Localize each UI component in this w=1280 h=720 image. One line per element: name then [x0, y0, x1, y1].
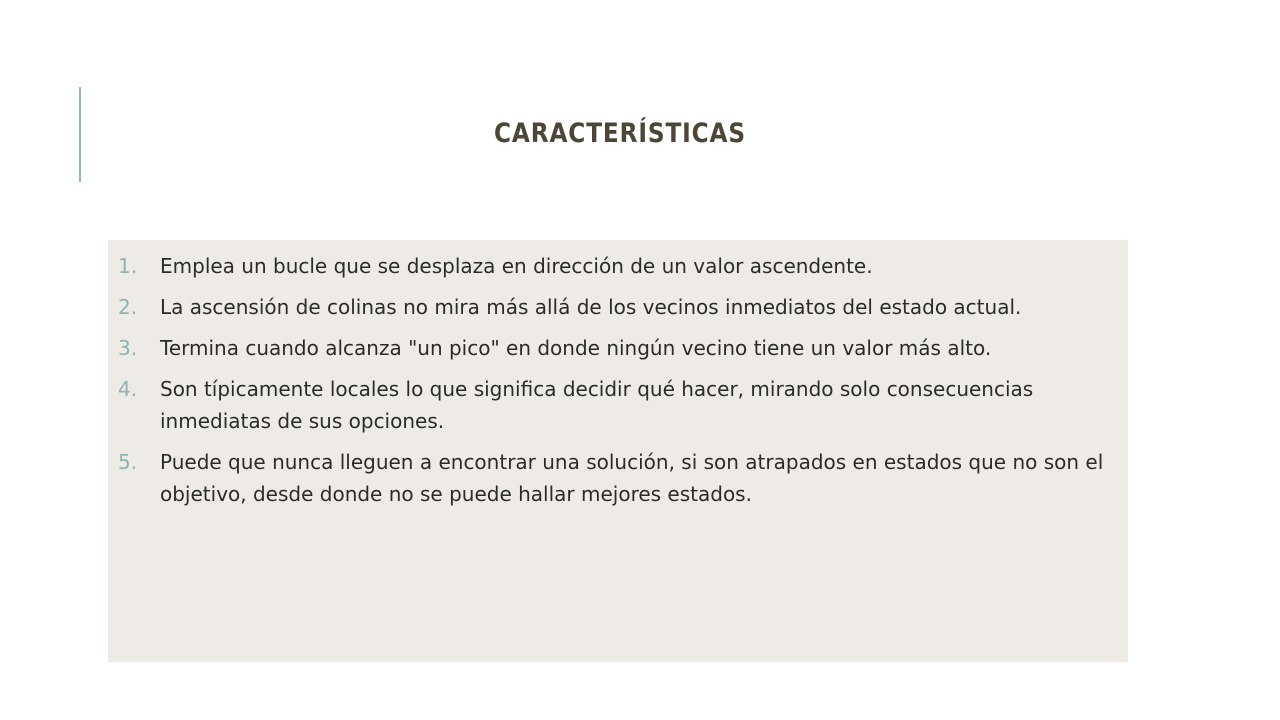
item-number: 3.: [118, 336, 138, 360]
item-number: 1.: [118, 254, 138, 278]
item-text: Puede que nunca lleguen a encontrar una solución, si son atrapados en estados que no son el objetivo, desde donde no se puede hallar mejores estados.: [160, 450, 1104, 506]
list-item: [108, 332, 1128, 364]
item-number: 4.: [118, 377, 138, 401]
item-text: Son típicamente locales lo que significa decidir qué hacer, mirando solo consecuencias inmediatas de sus opciones.: [160, 377, 1034, 433]
item-text: La ascensión de colinas no mira más allá de los vecinos inmediatos del estado actual.: [160, 295, 1022, 319]
list-item: [108, 446, 1128, 510]
list-item: [108, 291, 1128, 323]
slide-title: CARACTERÍSTICAS: [494, 118, 746, 149]
accent-line: [79, 87, 81, 182]
item-text: Emplea un bucle que se desplaza en dirección de un valor ascendente.: [160, 254, 873, 278]
item-text: Termina cuando alcanza "un pico" en donde ningún vecino tiene un valor más alto.: [160, 336, 992, 360]
item-number: 2.: [118, 295, 138, 319]
list-item: [108, 250, 1128, 282]
list-item: [108, 373, 1128, 437]
item-number: 5.: [118, 450, 138, 474]
characteristics-list: [108, 250, 1128, 519]
content-box: [108, 240, 1128, 662]
